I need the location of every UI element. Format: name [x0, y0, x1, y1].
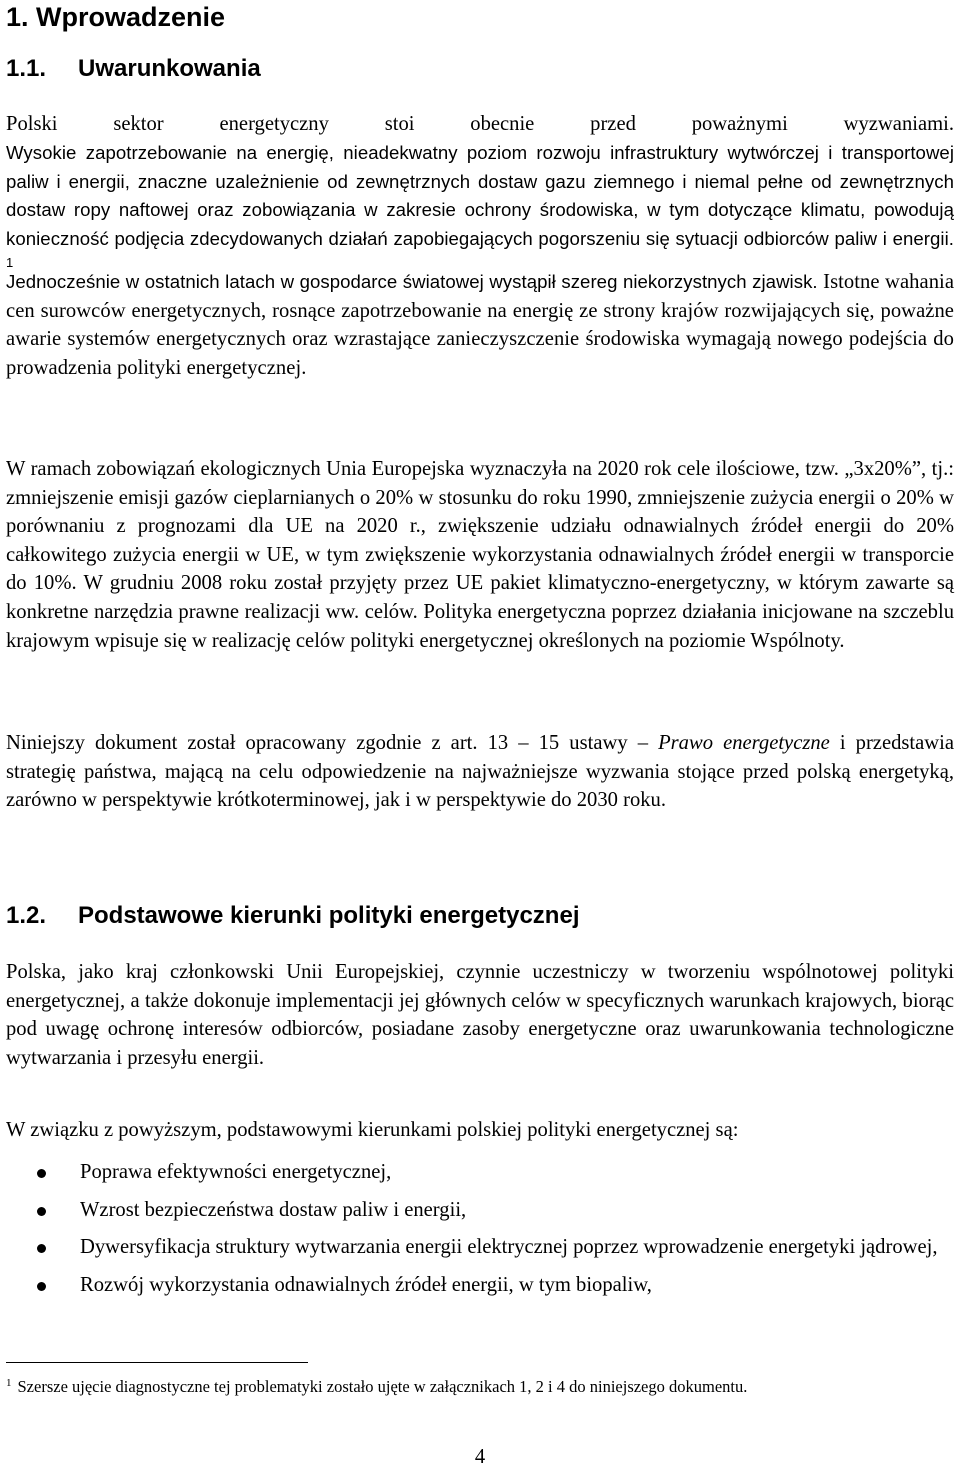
- section-title: Podstawowe kierunki polityki energetycznej: [78, 902, 580, 929]
- paragraph-2-sans-text: Jednocześnie w ostatnich latach w gospodarce światowej wystąpił szereg niekorzystnych zjawisk.: [6, 271, 818, 292]
- footnote-divider: [6, 1362, 308, 1363]
- section-number: 1.1.: [6, 55, 47, 82]
- section-heading-1-2: [6, 900, 579, 932]
- paragraph-2: [6, 268, 954, 382]
- bullet-icon: [37, 1282, 46, 1291]
- paragraph-1-text: Wysokie zapotrzebowanie na energię, nieadekwatny poziom rozwoju infrastruktury wytwórczej i transportowej paliw i energii, znaczne uzależnienie od zewnętrznych dostaw gazu ziemnego i niemal pełne od zewnętrznych dostaw ropy naftowej oraz zobowiązania w zakresie ochrony środowiska, w tym dotyczące klimatu, powodują konieczność podjęcia zdecydowanych działań zapobiegających pogorszeniu się sytuacji odbiorców paliw i energii.: [6, 142, 954, 249]
- section-heading-1-1: [6, 53, 261, 85]
- section-number: 1.2.: [6, 902, 47, 929]
- paragraph-3: W ramach zobowiązań ekologicznych Unia Europejska wyznaczyła na 2020 rok cele ilościowe, tzw. „3x20%”, tj.: zmniejszenie emisji gazów cieplarnianych o 20% w stosunku do roku 1990, zmniejszenie zużycia energii o 20% w porównaniu z prognozami dla UE na 2020 r., zwiększenie udziału odnawialnych źródeł energii do 20% całkowitego zużycia energii w UE, w tym zwiększenie wykorzystania odnawialnych źródeł energii w transporcie do 10%. W grudniu 2008 roku został przyjęty przez UE pakiet klimatyczno-energetyczny, w którym zawarte są konkretne narzędzia prawne realizacji ww. celów. Polityka energetyczna poprzez działania inicjowane na szczeblu krajowym wpisuje się w realizację celów polityki energetycznej określonych na poziomie Wspólnoty.: [6, 458, 954, 652]
- section-title: Uwarunkowania: [78, 55, 261, 82]
- page-number: 4: [474, 1446, 486, 1468]
- paragraph-1: [6, 139, 954, 282]
- bullet-icon: [37, 1244, 46, 1253]
- list-item-text: Dywersyfikacja struktury wytwarzania energii elektrycznej poprzez wprowadzenie energetyki jądrowej,: [80, 1236, 938, 1259]
- bullet-icon: [37, 1169, 46, 1178]
- policy-directions-list: [6, 1158, 954, 1308]
- list-item-text: Rozwój wykorzystania odnawialnych źródeł energii, w tym biopaliw,: [80, 1273, 652, 1296]
- footnote-mark: 1: [6, 1377, 12, 1389]
- paragraph-1-first-line: Polski sektor energetyczny stoi obecnie przed poważnymi wyzwaniami.: [6, 113, 954, 135]
- paragraph-4-text-after: i przedstawia strategię państwa, mającą na celu odpowiedzenie na najważniejsze wyzwania stojące przed polską energetyką, zarówno w perspektywie krótkoterminowej, jak i w perspektywie do 2030 roku.: [6, 732, 954, 812]
- paragraph-6: W związku z powyższym, podstawowymi kierunkami polskiej polityki energetycznej są:: [6, 1119, 739, 1141]
- footnote-text: Szersze ujęcie diagnostyczne tej problematyki zostało ujęte w załącznikach 1, 2 i 4 do niniejszego dokumentu.: [17, 1377, 748, 1396]
- chapter-heading: 1. Wprowadzenie: [6, 2, 226, 32]
- list-item: [6, 1196, 954, 1225]
- footnote-reference: 1: [6, 255, 14, 271]
- law-title: Prawo energetyczne: [658, 732, 830, 754]
- paragraph-4-text-before: Niniejszy dokument został opracowany zgodnie z art. 13 – 15 ustawy –: [6, 732, 659, 754]
- paragraph-5: Polska, jako kraj członkowski Unii Europejskiej, czynnie uczestniczy w tworzeniu wspólnotowej polityki energetycznej, a także dokonuje implementacji jej głównych celów w specyficznych warunkach krajowych, biorąc pod uwagę ochronę interesów odbiorców, posiadane zasoby energetyczne oraz uwarunkowania technologiczne wytwarzania i przesyłu energii.: [6, 961, 954, 1069]
- paragraph-4: [6, 729, 954, 815]
- list-item: [6, 1233, 954, 1262]
- paragraph-2-serif-text: Istotne wahania cen surowców energetycznych, rosnące zapotrzebowanie na energię ze strony krajów rozwijających się, poważne awarie systemów energetycznych oraz wzrastające zanieczyszczenie środowiska wymagają nowego podejścia do prowadzenia polityki energetycznej.: [6, 271, 955, 379]
- list-item: [6, 1158, 954, 1187]
- footnote: [6, 1376, 956, 1398]
- list-item-text: Poprawa efektywności energetycznej,: [80, 1161, 392, 1183]
- bullet-icon: [37, 1207, 46, 1216]
- list-item-text: Wzrost bezpieczeństwa dostaw paliw i energii,: [80, 1198, 467, 1221]
- list-item: [6, 1271, 954, 1300]
